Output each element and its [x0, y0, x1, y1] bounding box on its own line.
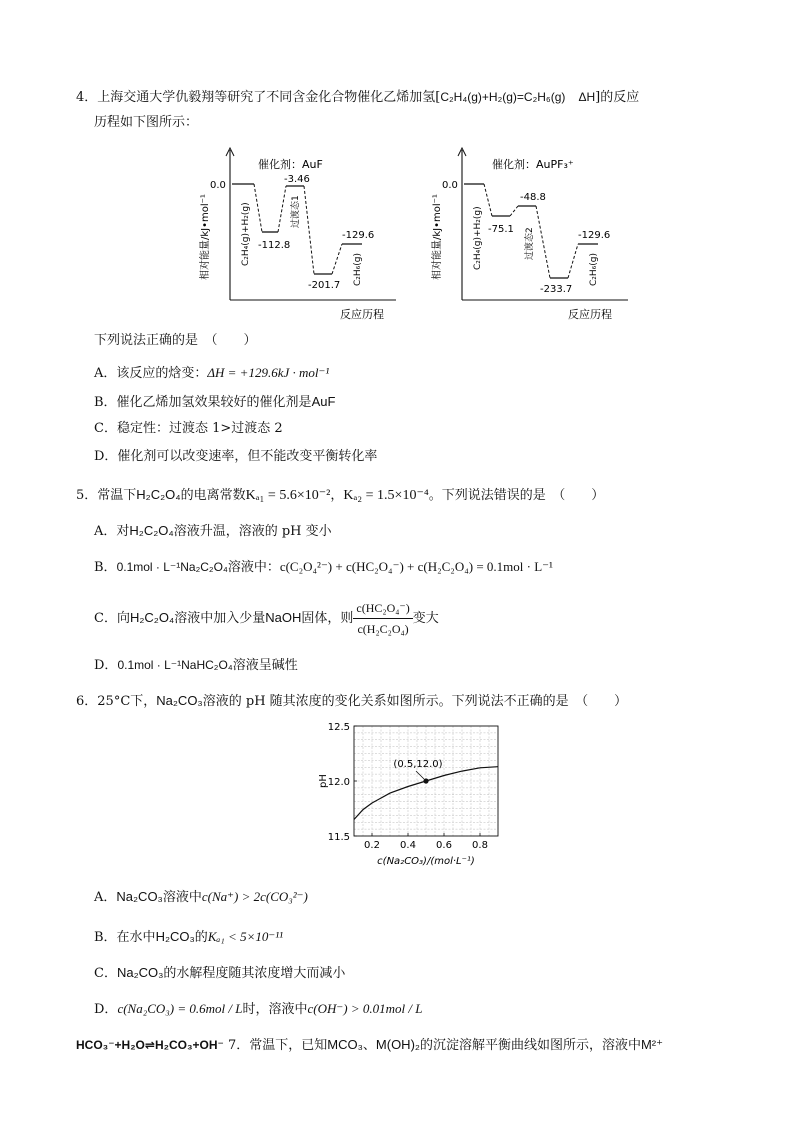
question-7-stem: HCO₃⁻+H₂O⇌H₂CO₃+OH⁻ 7．常温下，已知MCO₃、M(OH)₂的沉淀溶解平衡曲线如图所示，溶液中M²⁺: [76, 1037, 663, 1053]
question-6-option-d: D．c(Na₂CO₃) = 0.6mol / L时，溶液中c(OH⁻) > 0.01mol / L: [94, 1001, 423, 1017]
question-6-option-c: C．Na₂CO₃的水解程度随其浓度增大而减小: [94, 965, 346, 981]
diagram1-level-4: -129.6: [342, 230, 375, 241]
ph-concentration-chart: [318, 716, 508, 872]
diagram1-zero: 0.0: [210, 180, 226, 191]
diagram2-catalyst: 催化剂：AuPF₃⁺: [492, 158, 574, 171]
diagram1-reactant: C₂H₄(g)+H₂(g): [241, 202, 251, 266]
concentration-fraction: $\frac{\text{c(HC₂O₄⁻)}}{\text{c(H₂C₂O₄)}}$: [353, 598, 412, 639]
diagram2-ylabel: 相对能量/kJ•mol⁻¹: [432, 194, 443, 280]
diagram1-ylabel: 相对能量/kJ•mol⁻¹: [200, 194, 211, 280]
question-4-stem: 4．上海交通大学仇毅翔等研究了不同含金化合物催化乙烯加氢[C₂H₄(g)+H₂(g)=C₂H₆(g) ΔH]的反应: [76, 90, 640, 105]
question-number: 4．: [76, 90, 98, 105]
x-tick-label: 0.8: [472, 840, 488, 851]
reaction-equation: C₂H₄(g)+H₂(g)=C₂H₆(g): [440, 90, 566, 104]
question-6-stem: 6．25°C下，Na₂CO₃溶液的 pH 随其浓度的变化关系如图所示。下列说法不正确的是 （ ）: [76, 693, 628, 709]
diagram1-ts: 过渡态1: [291, 195, 301, 228]
annotation-point: [423, 778, 428, 783]
diagram2-level-3: -233.7: [540, 284, 573, 295]
x-tick-label: 0.2: [364, 840, 380, 851]
diagram2-level-1: -75.1: [488, 224, 514, 235]
question-4-option-d: D．催化剂可以改变速率，但不能改变平衡转化率: [94, 449, 378, 464]
question-4-ask: 下列说法正确的是 （ ）: [94, 333, 257, 348]
question-4-option-c: C．稳定性：过渡态 1>过渡态 2: [94, 421, 283, 436]
x-tick-label: 0.6: [436, 840, 452, 851]
question-5-option-b: B．0.1mol · L⁻¹Na₂C₂O₄溶液中：c(C₂O₄²⁻) + c(HC₂O₄⁻) + c(H₂C₂O₄) = 0.1mol · L⁻¹: [94, 559, 553, 575]
diagram2-zero: 0.0: [442, 180, 458, 191]
energy-diagram-aupf3: [428, 142, 638, 324]
y-tick-label: 11.5: [327, 832, 350, 843]
energy-diagram-aufl: [196, 142, 406, 324]
diagram2-xlabel: 反应历程: [568, 308, 612, 321]
y-axis-label: pH: [318, 774, 329, 788]
diagram1-level-3: -201.7: [308, 280, 341, 291]
question-5-option-d: D．0.1mol · L⁻¹NaHC₂O₄溶液呈碱性: [94, 658, 298, 673]
question-5-stem: 5．常温下H₂C₂O₄的电离常数Kₐ₁ = 5.6×10⁻²，Kₐ₂ = 1.5×10⁻⁴。下列说法错误的是 （ ）: [76, 487, 605, 503]
y-tick-label: 12.0: [327, 777, 350, 788]
diagram1-level-2: -3.46: [284, 174, 310, 185]
question-5-option-c: C．向H₂C₂O₄溶液中加入少量NaOH固体，则 $\frac{\text{c(HC₂O₄⁻)}}{\text{c(H₂C₂O₄)}}$ 变大: [94, 598, 439, 639]
diagram2-product: C₂H₆(g): [589, 252, 599, 286]
question-6-option-b: B．在水中H₂CO₃的Kₐ₁ < 5×10⁻¹¹: [94, 929, 284, 945]
x-tick-label: 0.4: [400, 840, 416, 851]
y-tick-label: 12.5: [327, 722, 350, 733]
annotation-label: (0.5,12.0): [393, 759, 443, 770]
question-4-option-a: A．该反应的焓变：ΔH = +129.6kJ · mol⁻¹: [94, 365, 330, 381]
diagram1-product: C₂H₆(g): [353, 252, 363, 286]
question-4-stem-line2: 历程如下图所示：: [94, 115, 199, 130]
diagram1-catalyst: 催化剂：AuF: [258, 158, 323, 171]
diagram2-level-4: -129.6: [578, 230, 611, 241]
question-4-option-b: B．催化乙烯加氢效果较好的催化剂是AuF: [94, 394, 336, 410]
hydrolysis-equation: HCO₃⁻+H₂O⇌H₂CO₃+OH⁻: [76, 1038, 224, 1052]
diagram2-ts: 过渡态2: [525, 227, 535, 260]
x-axis-label: c(Na₂CO₃)/(mol·L⁻¹): [377, 856, 475, 867]
diagram1-level-1: -112.8: [258, 240, 291, 251]
diagram2-reactant: C₂H₄(g)+H₂(g): [473, 206, 483, 270]
question-5-option-a: A．对H₂C₂O₄溶液升温，溶液的 pH 变小: [94, 523, 332, 539]
diagram1-xlabel: 反应历程: [340, 308, 384, 321]
question-6-option-a: A．Na₂CO₃溶液中c(Na⁺) > 2c(CO₃²⁻): [94, 889, 308, 905]
diagram2-level-2: -48.8: [520, 192, 546, 203]
